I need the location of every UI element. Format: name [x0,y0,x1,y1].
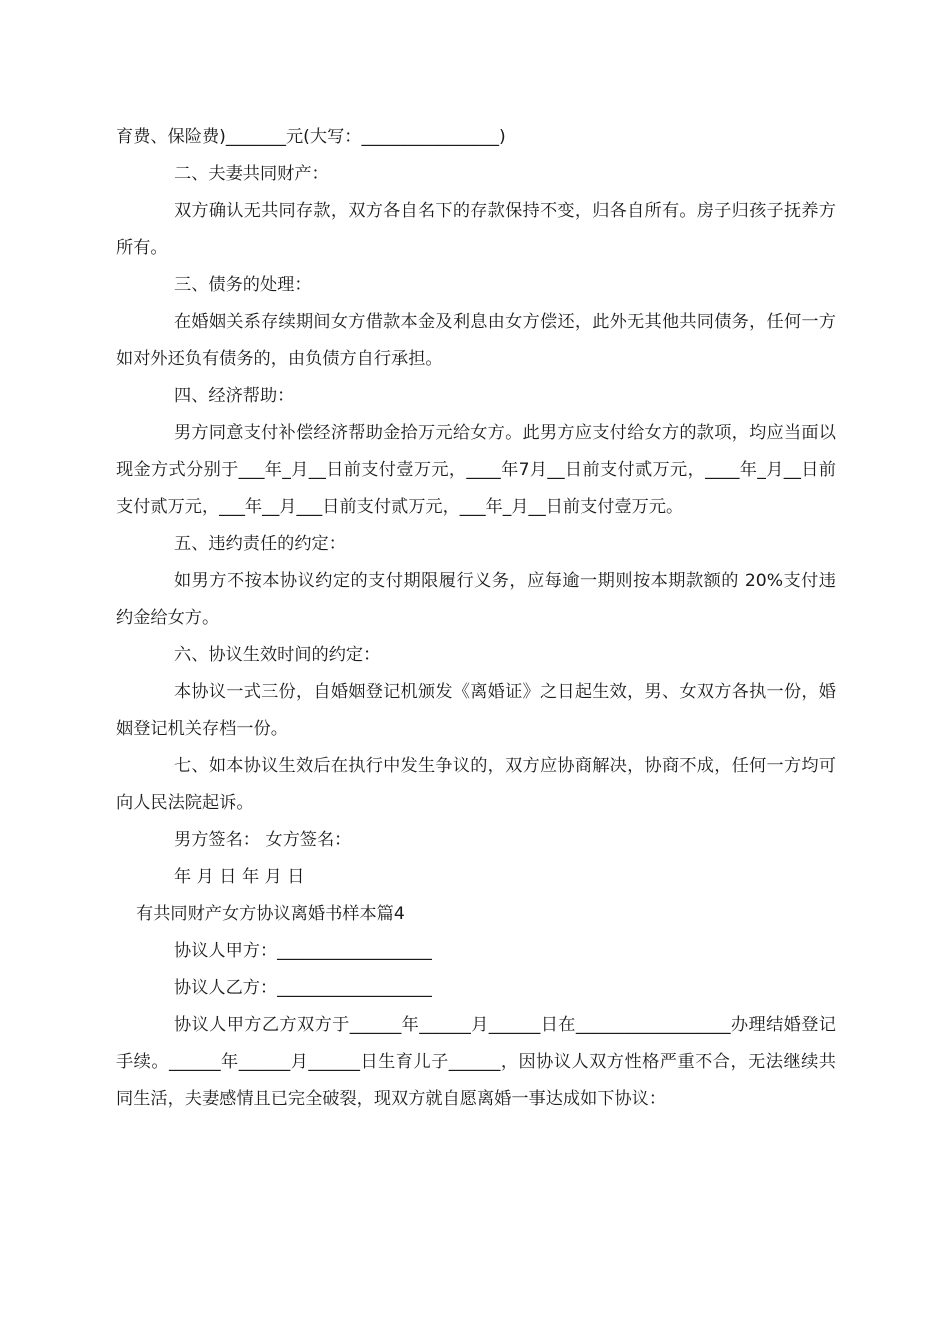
section-heading: 五、违约责任的约定： [174,534,346,554]
article-title: 有共同财产女方协议离婚书样本篇4 [136,904,405,924]
paragraph: 男方同意支付补偿经济帮助金拾万元给女方。此男方应支付给女方的款项，均应当面以现金方式分别于___年_月__日前支付壹万元，____年7月__日前支付贰万元，____年_月__日前支付贰万元，___年__月___日前支付贰万元，___年_月__日前支付壹万元。 [116,423,836,517]
paragraph: 七、如本协议生效后在执行中发生争议的，双方应协商解决，协商不成，任何一方均可向人民法院起诉。 [116,756,836,813]
section-heading: 六、协议生效时间的约定： [174,645,381,665]
paragraph: 育费、保险费)_______元(大写：________________) [116,127,506,147]
section-heading: 三、债务的处理： [174,275,312,295]
document-body [116,119,836,1118]
paragraph: 双方确认无共同存款，双方各自名下的存款保持不变，归各自所有。房子归孩子抚养方所有。 [116,201,836,258]
section-heading: 四、经济帮助： [174,386,295,406]
signature-line: 男方签名： 女方签名： [174,830,352,850]
paragraph: 在婚姻关系存续期间女方借款本金及利息由女方偿还，此外无其他共同债务，任何一方如对外还负有债务的，由负债方自行承担。 [116,312,836,369]
paragraph: 协议人甲方乙方双方于______年______月______日在__________________办理结婚登记手续。______年______月______日生育儿子______，因协议人双方性格严重不合，无法继续共同生活，夫妻感情且已完全破裂，现双方就自愿离婚一事达成如下协议： [116,1015,836,1109]
section-heading: 二、夫妻共同财产： [174,164,329,184]
paragraph: 如男方不按本协议约定的支付期限履行义务，应每逾一期则按本期款额的 20%支付违约金给女方。 [116,571,836,628]
date-line: 年 月 日 年 月 日 [174,867,305,887]
paragraph: 本协议一式三份，自婚姻登记机颁发《离婚证》之日起生效，男、女双方各执一份，婚姻登记机关存档一份。 [116,682,836,739]
party-a-line: 协议人甲方：__________________ [174,941,432,961]
party-b-line: 协议人乙方：__________________ [174,978,432,998]
